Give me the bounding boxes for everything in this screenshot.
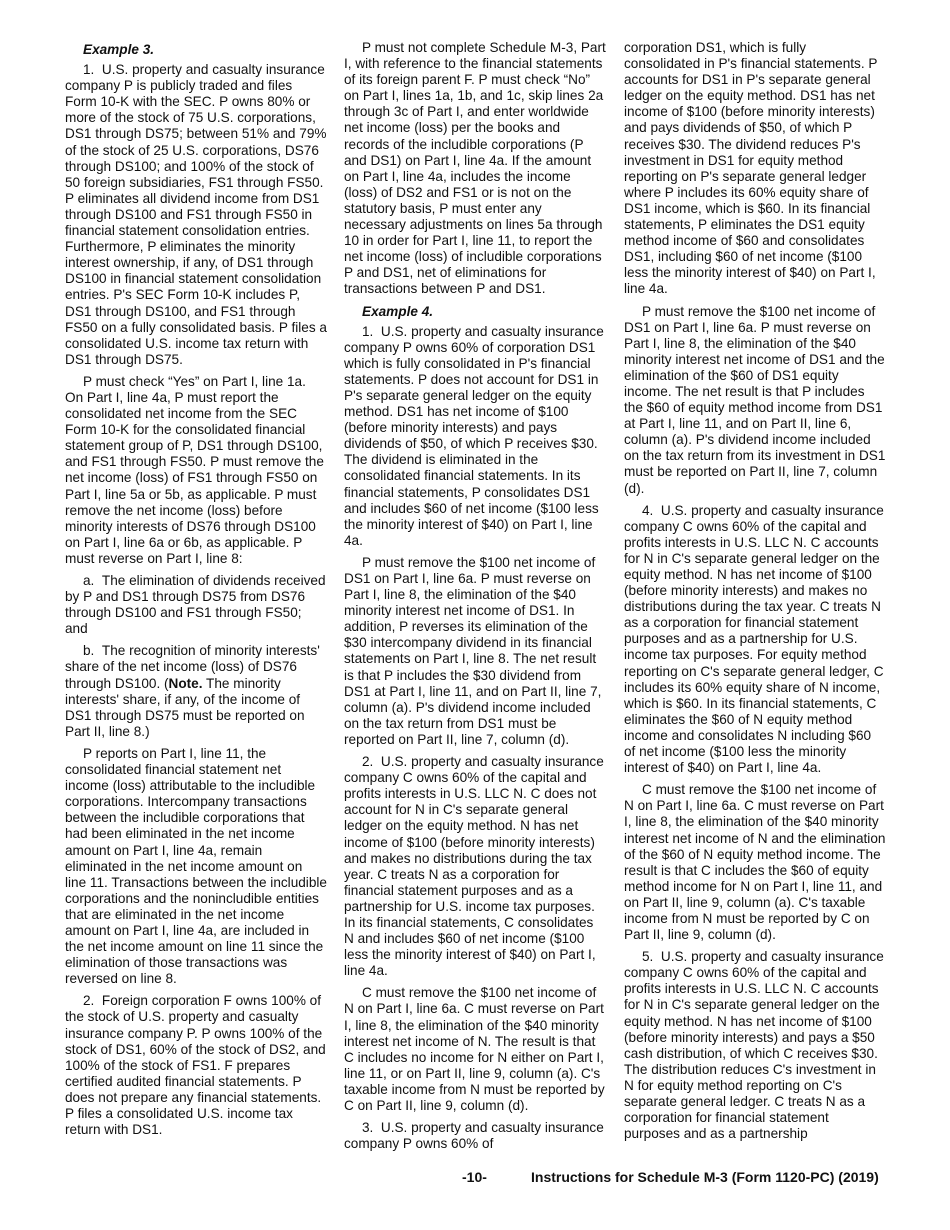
note-label: Note. [168, 675, 203, 691]
paragraph: 1. U.S. property and casualty insurance company P owns 60% of corporation DS1 which is fully consolidated in P's financial statements. P does not account for DS1 in P's separate general ledger on the equity method. DS1 has net income of $100 (before minority interests) and pays dividends of $50, of which P receives $30. The dividend is eliminated in the consolidated financial statements. In its financial statements, P consolidates DS1 and includes $60 of net income ($100 less the minority interest of $40) on Part I, line 4a. [344, 323, 604, 548]
list-item-b-text: b. The recognition of minority interests' share of the net income (loss) of DS76 through DS100. ( [65, 643, 320, 691]
list-item-b [65, 643, 327, 740]
paragraph: P reports on Part I, line 11, the consolidated financial statement net income (loss) attributable to the includible corporations. Intercompany transactions between the includible corporations that had been eliminated in the net income amount on Part I, line 4a, remain eliminated in the net income amount on line 11. Transactions between the includible corporations and the nonincludible entities that are eliminated in the net income amount on Part I, line 4a, are included in the net income amount on line 11 since the elimination of those transactions was reversed on line 8. [65, 745, 327, 987]
example-3-heading: Example 3. [83, 42, 155, 57]
list-item-b-note-text: The minority interests' share, if any, of the income of DS1 through DS75 must be reported on Part II, line 8.) [65, 675, 305, 739]
paragraph: P must remove the $100 net income of DS1 on Part I, line 6a. P must reverse on Part I, line 8, the elimination of the $40 minority interest net income of DS1 and the elimination of the $60 of DS1 equity income. The net result is that P includes the $60 of equity method income from DS1 at Part I, line 11, and on Part II, line 6, column (a). P's dividend income included on the tax return from its investment in DS1 must be reported on Part II, line 7, column (d). [624, 303, 886, 496]
example-4-heading: Example 4. [362, 303, 434, 319]
paragraph: 5. U.S. property and casualty insurance company C owns 60% of the capital and profits interests in U.S. LLC N. C accounts for N in C's separate general ledger on the equity method. N has net income of $100 (before minority interests) and pays a $50 cash distribution, of which C receives $30. The distribution reduces C's investment in N for equity method reporting on C's separate general ledger. C treats N as a corporation for financial statement purposes and as a partnership [624, 949, 884, 1142]
paragraph: 3. U.S. property and casualty insurance company P owns 60% of [344, 1120, 604, 1152]
paragraph: P must remove the $100 net income of DS1 on Part I, line 6a. P must reverse on Part I, line 8, the elimination of the $40 minority interest net income of DS1. In addition, P reverses its elimination of the $30 intercompany dividend in its financial statements on Part I, line 8. The net result is that P includes the $30 dividend from DS1 at Part I, line 11, and on Part II, line 7, column (a). P's dividend income included on the tax return from DS1 must be reported on Part II, line 7, column (d). [344, 554, 602, 747]
paragraph: corporation DS1, which is fully consolidated in P's financial statements. P accounts for DS1 in P's separate general ledger on the equity method. DS1 has net income of $100 (before minority interests) and pays dividends of $50, of which P receives $30. The dividend reduces P's investment in DS1 for equity method reporting on P's separate general ledger where P includes its 60% equity share of DS1 income, which is $60. In its financial statements, P eliminates the DS1 equity method income of $60 and consolidates DS1, including $60 of net income ($100 less the minority interest of $40) on Part I, line 4a. [624, 40, 878, 297]
paragraph: P must check “Yes” on Part I, line 1a. On Part I, line 4a, P must report the consolidated net income from the SEC Form 10-K for the consolidated financial statement group of P, DS1 through DS100, and FS1 through FS50. P must remove the net income (loss) of FS1 through FS50 on Part I, line 5a or 5b, as applicable. P must remove the net income (loss) before minority interests of DS76 through DS100 on Part I, line 6a or 6b, as applicable. P must reverse on Part I, line 8: [65, 373, 324, 566]
paragraph: 2. Foreign corporation F owns 100% of the stock of U.S. property and casualty insurance company P. P owns 100% of the stock of DS1, 60% of the stock of DS2, and 100% of the stock of FS1. F prepares certified audited financial statements. P does not prepare any financial statements. P files a consolidated U.S. income tax return with DS1. [65, 993, 326, 1138]
document-title: Instructions for Schedule M-3 (Form 1120-PC) (2019) [531, 1169, 879, 1185]
paragraph: C must remove the $100 net income of N on Part I, line 6a. C must reverse on Part I, line 8, the elimination of the $40 minority interest net income of N. The result is that C includes no income for N either on Part I, line 11, or on Part II, line 9, column (a). C's taxable income from N must be reported by C on Part II, line 9, column (d). [344, 985, 605, 1113]
column-right [624, 40, 886, 1148]
paragraph: C must remove the $100 net income of N on Part I, line 6a. C must reverse on Part I, line 8, the elimination of the $40 minority interest net income of N and the elimination of the $60 of N equity method income. The result is that C includes the $60 of equity method income for N on Part I, line 11, and on Part II, line 9, column (a). C's taxable income from N must be reported by C on Part II, line 9, column (d). [624, 782, 886, 943]
paragraph: 2. U.S. property and casualty insurance company C owns 60% of the capital and profits interests in U.S. LLC N. C does not account for N in C's separate general ledger on the equity method. N has net income of $100 (before minority interests) and makes no distributions during the tax year. C treats N as a corporation for financial statement purposes and as a partnership for U.S. income tax purposes. In its financial statements, C consolidates N and includes $60 of net income ($100 less the minority interest of $40) on Part I, line 4a. [344, 754, 604, 979]
paragraph: 1. U.S. property and casualty insurance company P is publicly traded and files Form 10-K with the SEC. P owns 80% or more of the stock of 75 U.S. corporations, DS1 through DS75; between 51% and 79% of the stock of 25 U.S. corporations, DS76 through DS100; and 100% of the stock of 50 foreign subsidiaries, FS1 through FS50. P eliminates all dividend income from DS1 through DS100 and FS1 through FS50 in financial statement consolidation entries. Furthermore, P eliminates the minority interest ownership, if any, of DS1 through DS100 in financial statement consolidation entries. P's SEC Form 10-K includes P, DS1 through DS100, and FS1 through FS50 on a fully consolidated basis. P files a consolidated U.S. income tax return with DS1 through DS75. [65, 62, 327, 367]
paragraph: 4. U.S. property and casualty insurance company C owns 60% of the capital and profits interests in U.S. LLC N. C accounts for N in C's separate general ledger on the equity method. N has net income of $100 (before minority interests) and makes no distributions during the tax year. C treats N as a corporation for financial statement purposes and as a partnership for U.S. income tax purposes. For equity method reporting on C's separate general ledger, C includes its 60% equity share of N income, which is $60. In its financial statements, C eliminates the $60 of N equity method income and consolidates N including $60 of net income ($100 less the minority interest of $40) on Part I, line 4a. [624, 502, 884, 776]
column-left [65, 40, 327, 1144]
page-number: -10- [462, 1169, 487, 1185]
column-middle [344, 40, 606, 1158]
paragraph: P must not complete Schedule M-3, Part I, with reference to the financial statements of its foreign parent F. P must check “No” on Part I, lines 1a, 1b, and 1c, skip lines 2a through 3c of Part I, and enter worldwide net income (loss) per the books and records of the includible corporations (P and DS1) on Part I, line 4a. If the amount on Part I, line 4a, includes the income (loss) of DS2 and FS1 or is not on the statutory basis, P must enter any necessary adjustments on lines 5a through 10 in order for Part I, line 11, to report the net income (loss) of includible corporations P and DS1, net of eliminations for transactions between P and DS1. [344, 40, 606, 297]
list-item-a: a. The elimination of dividends received by P and DS1 through DS75 from DS76 through DS100 and FS1 through FS50; and [65, 573, 326, 637]
